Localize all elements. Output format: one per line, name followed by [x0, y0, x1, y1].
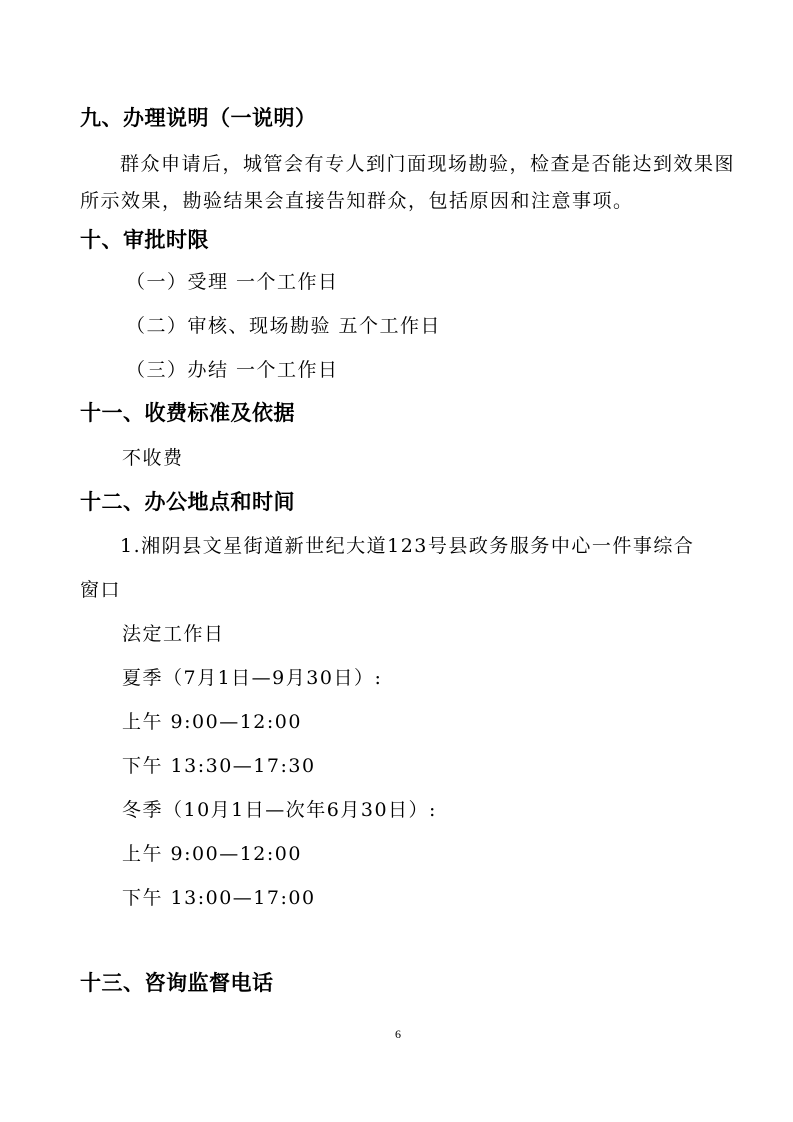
section-9-heading: 九、办理说明（一说明）	[80, 106, 317, 130]
winter-afternoon-hours: 下午 13:00—17:00	[122, 887, 316, 909]
approval-period-item: （三）办结 一个工作日	[126, 359, 339, 381]
section-9-paragraph-line-1: 群众申请后，城管会有专人到门面现场勘验，检查是否能达到效果图	[120, 153, 736, 175]
office-address-line-1: 1.湘阴县文星街道新世纪大道123号县政务服务中心一件事综合	[120, 535, 695, 557]
section-12-heading: 十二、办公地点和时间	[80, 490, 295, 514]
fee-text: 不收费	[122, 447, 184, 469]
winter-morning-hours: 上午 9:00—12:00	[122, 843, 302, 865]
approval-period-item: （二）审核、现场勘验 五个工作日	[126, 315, 442, 337]
section-9-paragraph-line-2: 所示效果，勘验结果会直接告知群众，包括原因和注意事项。	[80, 190, 634, 212]
summer-afternoon-hours: 下午 13:30—17:30	[122, 755, 316, 777]
summer-hours-label: 夏季（7月1日—9月30日）:	[122, 667, 383, 689]
section-10-heading: 十、审批时限	[80, 228, 209, 252]
section-11-heading: 十一、收费标准及依据	[80, 401, 295, 425]
page-number: 6	[395, 1027, 401, 1041]
workday-label: 法定工作日	[122, 623, 225, 645]
winter-hours-label: 冬季（10月1日—次年6月30日）:	[122, 799, 437, 821]
summer-morning-hours: 上午 9:00—12:00	[122, 711, 302, 733]
approval-period-item: （一）受理 一个工作日	[126, 271, 339, 293]
office-address-line-2: 窗口	[80, 579, 122, 601]
section-13-heading: 十三、咨询监督电话	[80, 971, 274, 995]
